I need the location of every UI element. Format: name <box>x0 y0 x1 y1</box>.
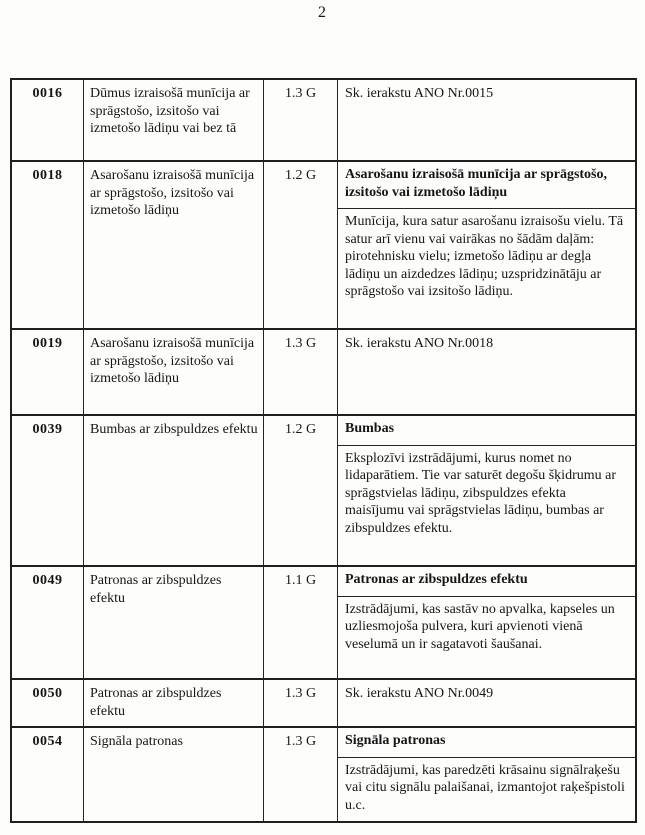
entry-class: 1.3 G <box>264 330 338 414</box>
entry-detail-text: Munīcija, kura satur asarošanu izraisošu vielu. Tā satur arī vienu vai vairākas no šādām daļām: pirotehnisku vielu; izmetošo lādiņu ar degļa lādiņu un aizdedzes lādiņu; uzspridzinātāju ar sprāgstošo vai izsitošo lādiņu. <box>345 214 624 299</box>
entry-class: 1.3 G <box>264 80 338 160</box>
munitions-table <box>10 78 637 823</box>
entry-code: 0018 <box>12 162 84 328</box>
entry-detail-ref: Sk. ierakstu ANO Nr.0018 <box>345 336 494 351</box>
entry-code: 0050 <box>12 680 84 726</box>
entry-detail-title: Signāla patronas <box>338 728 635 758</box>
table-row <box>12 728 635 821</box>
entry-detail-text: Eksplozīvi izstrādājumi, kurus nomet no lidaparātiem. Tie var saturēt degošu šķidrumu ar sprāgstvielas lādiņu, zibspuldzes efekta maisījumu vai sprāgstvielas lādiņu, bumbas ar zibspuldzes efektu. <box>345 450 616 536</box>
entry-detail-title: Asarošanu izraisošā munīcija ar sprāgstošo, izsitošo vai izmetošo lādiņu <box>338 162 635 209</box>
entry-detail <box>338 680 635 726</box>
entry-name: Signāla patronas <box>84 728 264 821</box>
entry-detail <box>338 728 635 821</box>
entry-name: Patronas ar zibspuldzes efektu <box>84 567 264 678</box>
table-row <box>12 567 635 680</box>
entry-name: Dūmus izraisošā munīcija ar sprāgstošo, izsitošo vai izmetošo lādiņu vai bez tā <box>84 80 264 160</box>
entry-name: Patronas ar zibspuldzes efektu <box>84 680 264 726</box>
entry-detail-title: Patronas ar zibspuldzes efektu <box>338 567 635 597</box>
entry-class: 1.1 G <box>264 567 338 678</box>
entry-detail <box>338 80 635 160</box>
entry-class: 1.3 G <box>264 728 338 821</box>
entry-detail-ref: Sk. ierakstu ANO Nr.0049 <box>345 686 494 701</box>
entry-code: 0054 <box>12 728 84 821</box>
entry-code: 0039 <box>12 416 84 565</box>
page-number: 2 <box>318 4 327 21</box>
entry-code: 0049 <box>12 567 84 678</box>
entry-class: 1.3 G <box>264 680 338 726</box>
entry-detail <box>338 416 635 565</box>
entry-detail <box>338 567 635 678</box>
entry-detail <box>338 162 635 328</box>
entry-name: Asarošanu izraisošā munīcija ar sprāgstošo, izsitošo vai izmetošo lādiņu <box>84 162 264 328</box>
entry-name: Bumbas ar zibspuldzes efektu <box>84 416 264 565</box>
entry-detail-ref: Sk. ierakstu ANO Nr.0015 <box>345 86 494 101</box>
entry-class: 1.2 G <box>264 416 338 565</box>
table-row <box>12 680 635 728</box>
entry-detail <box>338 330 635 414</box>
table-row <box>12 80 635 162</box>
entry-code: 0016 <box>12 80 84 160</box>
entry-code: 0019 <box>12 330 84 414</box>
entry-detail-title: Bumbas <box>338 416 635 446</box>
table-row <box>12 416 635 567</box>
table-row <box>12 162 635 330</box>
entry-detail-text: Izstrādājumi, kas paredzēti krāsainu signālraķešu vai citu signālu palaišanai, izmantojot raķešpistoli u.c. <box>345 762 625 813</box>
entry-detail-text: Izstrādājumi, kas sastāv no apvalka, kapseles un uzliesmojoša pulvera, kuri apvienoti vienā veselumā un ir sagatavoti šaušanai. <box>345 601 615 652</box>
table-row <box>12 330 635 416</box>
entry-class: 1.2 G <box>264 162 338 328</box>
entry-name: Asarošanu izraisošā munīcija ar sprāgstošo, izsitošo vai izmetošo lādiņu <box>84 330 264 414</box>
